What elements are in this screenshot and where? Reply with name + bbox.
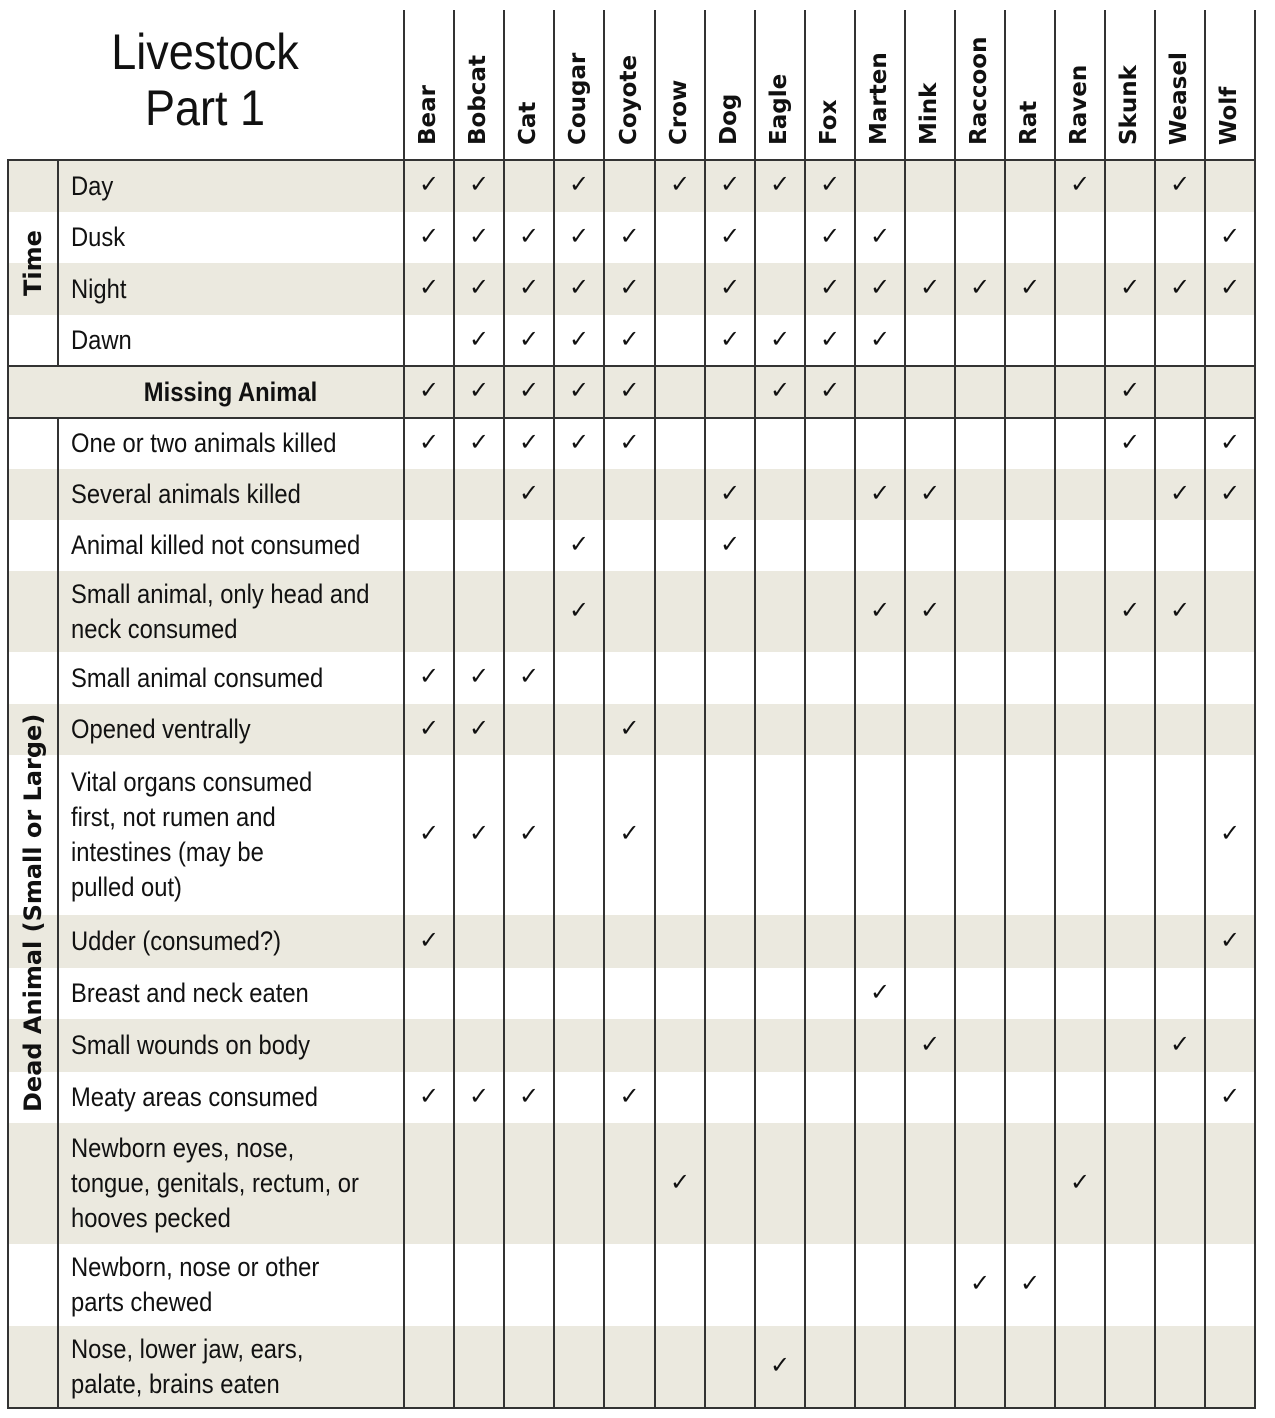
grid-column-line xyxy=(453,10,455,1408)
row-label-line: Meaty areas consumed xyxy=(71,1082,318,1112)
check-mark: ✓ xyxy=(418,170,440,198)
check-mark: ✓ xyxy=(719,529,741,558)
row-label-line: Breast and neck eaten xyxy=(71,978,309,1008)
check-mark: ✓ xyxy=(468,273,490,301)
column-header-weasel: Weasel xyxy=(1166,52,1192,145)
check-mark: ✓ xyxy=(1219,819,1241,847)
check-mark: ✓ xyxy=(769,376,791,404)
check-mark: ✓ xyxy=(1119,427,1141,456)
column-header-fox: Fox xyxy=(816,99,842,145)
row-label-line: pulled out) xyxy=(71,872,182,902)
grid-column-line xyxy=(754,10,756,1408)
check-mark: ✓ xyxy=(819,324,841,353)
check-mark: ✓ xyxy=(1069,170,1091,198)
row-label xyxy=(71,1028,310,1063)
check-mark: ✓ xyxy=(1169,170,1191,198)
row-label-line: neck consumed xyxy=(71,613,238,644)
row-label-line: Day xyxy=(71,170,114,201)
check-mark: ✓ xyxy=(418,925,440,954)
grid-row-line xyxy=(7,1407,1256,1409)
check-mark: ✓ xyxy=(619,713,640,742)
check-mark: ✓ xyxy=(518,273,540,301)
row-label xyxy=(71,220,125,255)
check-mark: ✓ xyxy=(418,662,440,690)
row-label-line: Small animal consumed xyxy=(71,662,324,693)
check-mark: ✓ xyxy=(1069,1167,1091,1196)
row-label xyxy=(71,765,312,905)
row-label-line: One or two animals killed xyxy=(71,428,337,458)
check-mark: ✓ xyxy=(518,662,540,690)
check-mark: ✓ xyxy=(518,221,540,250)
check-mark: ✓ xyxy=(719,221,741,250)
check-mark: ✓ xyxy=(568,324,590,353)
grid-row-line xyxy=(7,417,1256,419)
check-mark: ✓ xyxy=(769,170,791,198)
row-label-line: Dusk xyxy=(71,222,126,252)
check-mark: ✓ xyxy=(619,819,640,847)
check-mark: ✓ xyxy=(669,1167,691,1196)
row-label xyxy=(71,976,309,1011)
check-mark: ✓ xyxy=(518,1081,540,1110)
check-mark: ✓ xyxy=(1219,925,1241,954)
row-label xyxy=(71,323,132,358)
check-mark: ✓ xyxy=(418,819,440,847)
check-mark: ✓ xyxy=(418,273,440,301)
column-header-wolf: Wolf xyxy=(1216,86,1242,145)
row-label-line: Animal killed not consumed xyxy=(71,530,361,560)
check-mark: ✓ xyxy=(719,478,741,507)
row-label-line: intestines (may be xyxy=(71,837,264,867)
column-header-coyote: Coyote xyxy=(615,54,642,145)
check-mark: ✓ xyxy=(1119,376,1141,404)
row-label xyxy=(71,477,301,512)
check-mark: ✓ xyxy=(568,221,590,250)
row-label-line: palate, brains eaten xyxy=(71,1369,280,1399)
check-mark: ✓ xyxy=(568,595,590,624)
column-header-bear: Bear xyxy=(415,85,441,145)
check-mark: ✓ xyxy=(1119,273,1141,301)
grid-column-line xyxy=(1004,10,1006,1408)
row-label xyxy=(71,1250,319,1320)
check-mark: ✓ xyxy=(1219,478,1241,507)
column-header-marten: Marten xyxy=(866,52,892,145)
check-mark: ✓ xyxy=(468,427,490,456)
row-label xyxy=(71,169,113,204)
row-label xyxy=(71,528,360,563)
grid-column-line xyxy=(654,10,656,1408)
table-title xyxy=(75,24,336,136)
check-mark: ✓ xyxy=(969,273,991,301)
row-label xyxy=(71,1080,318,1115)
check-mark: ✓ xyxy=(619,324,640,353)
check-mark: ✓ xyxy=(1169,478,1191,507)
grid-outer-left xyxy=(7,160,9,1408)
column-header-cat: Cat xyxy=(515,101,541,145)
check-mark: ✓ xyxy=(619,273,640,301)
check-mark: ✓ xyxy=(669,170,691,198)
check-mark: ✓ xyxy=(568,529,590,558)
check-mark: ✓ xyxy=(518,324,540,353)
row-label-line: tongue, genitals, rectum, or xyxy=(71,1168,359,1198)
check-mark: ✓ xyxy=(919,595,941,624)
grid-column-line xyxy=(503,10,505,1408)
row-label-line: hooves pecked xyxy=(71,1203,231,1233)
check-mark: ✓ xyxy=(468,376,490,404)
row-label-line: Nose, lower jaw, ears, xyxy=(71,1334,304,1364)
check-mark: ✓ xyxy=(1169,273,1191,301)
grid-column-line xyxy=(1254,10,1256,1408)
check-mark: ✓ xyxy=(769,324,791,353)
check-mark: ✓ xyxy=(869,977,891,1006)
row-label xyxy=(71,272,126,307)
check-mark: ✓ xyxy=(1219,221,1241,250)
row-label xyxy=(71,924,281,959)
row-label-line: Newborn eyes, nose, xyxy=(71,1133,295,1163)
check-mark: ✓ xyxy=(468,662,490,690)
row-label-line: parts chewed xyxy=(71,1287,213,1317)
check-mark: ✓ xyxy=(468,713,490,742)
row-label-line: Vital organs consumed xyxy=(71,767,313,797)
check-mark: ✓ xyxy=(619,221,640,250)
check-mark: ✓ xyxy=(819,170,841,198)
check-mark: ✓ xyxy=(769,1351,791,1379)
grid-column-line xyxy=(1104,10,1106,1408)
column-header-crow: Crow xyxy=(666,79,692,145)
check-mark: ✓ xyxy=(568,273,590,301)
check-mark: ✓ xyxy=(568,170,590,198)
check-mark: ✓ xyxy=(1219,273,1241,301)
check-mark: ✓ xyxy=(1219,1081,1241,1110)
row-label-line: Several animals killed xyxy=(71,479,301,509)
check-mark: ✓ xyxy=(819,273,841,301)
row-label-line: Small animal, only head and xyxy=(71,578,370,609)
row-label xyxy=(71,577,369,647)
row-label-line: Newborn, nose or other xyxy=(71,1252,320,1282)
check-mark: ✓ xyxy=(719,170,741,198)
check-mark: ✓ xyxy=(518,376,540,404)
check-mark: ✓ xyxy=(819,221,841,250)
grid-column-line xyxy=(1204,10,1206,1408)
row-label-line: Udder (consumed?) xyxy=(71,926,281,956)
grid-column-line xyxy=(904,10,906,1408)
check-mark: ✓ xyxy=(1219,427,1241,456)
check-mark: ✓ xyxy=(869,324,891,353)
grid-column-line xyxy=(954,10,956,1408)
check-mark: ✓ xyxy=(468,221,490,250)
column-header-eagle: Eagle xyxy=(766,73,792,145)
grid-group-divider xyxy=(57,160,59,366)
check-mark: ✓ xyxy=(919,273,941,301)
check-mark: ✓ xyxy=(1019,1269,1041,1297)
grid-column-line xyxy=(553,10,555,1408)
row-label-missing-animal: Missing Animal xyxy=(143,376,318,407)
grid-column-line xyxy=(804,10,806,1408)
check-mark: ✓ xyxy=(919,1029,941,1058)
column-header-cougar: Cougar xyxy=(565,52,591,145)
check-mark: ✓ xyxy=(869,221,891,250)
row-label-line: Night xyxy=(71,273,127,304)
check-mark: ✓ xyxy=(969,1269,991,1297)
row-label-line: first, not rumen and xyxy=(71,802,276,832)
check-mark: ✓ xyxy=(468,170,490,198)
check-mark: ✓ xyxy=(518,427,540,456)
check-mark: ✓ xyxy=(418,376,440,404)
check-mark: ✓ xyxy=(518,819,540,847)
check-mark: ✓ xyxy=(418,1081,440,1110)
group-label-time: Time xyxy=(19,230,47,296)
check-mark: ✓ xyxy=(1119,595,1141,624)
check-mark: ✓ xyxy=(468,324,490,353)
column-header-raven: Raven xyxy=(1066,64,1092,145)
check-mark: ✓ xyxy=(468,1081,490,1110)
check-mark: ✓ xyxy=(518,478,540,507)
title-line-2: Part 1 xyxy=(144,80,266,136)
grid-column-line xyxy=(403,10,405,1408)
check-mark: ✓ xyxy=(418,427,440,456)
row-label xyxy=(71,1332,303,1402)
check-mark: ✓ xyxy=(719,273,741,301)
check-mark: ✓ xyxy=(619,1081,640,1110)
grid-row-line xyxy=(7,159,1256,161)
column-header-raccoon: Raccoon xyxy=(966,36,992,145)
row-label xyxy=(71,661,323,696)
check-mark: ✓ xyxy=(819,376,841,404)
row-label xyxy=(71,712,251,747)
column-header-dog: Dog xyxy=(716,93,742,145)
grid-column-line xyxy=(603,10,605,1408)
row-label-line: Opened ventrally xyxy=(71,714,251,744)
grid-column-line xyxy=(854,10,856,1408)
column-header-rat: Rat xyxy=(1016,100,1042,145)
grid-group-divider xyxy=(57,418,59,1408)
check-mark: ✓ xyxy=(468,819,490,847)
column-header-mink: Mink xyxy=(916,82,942,145)
row-label-line: Dawn xyxy=(71,325,132,355)
check-mark: ✓ xyxy=(619,427,640,456)
check-mark: ✓ xyxy=(1019,273,1041,301)
check-mark: ✓ xyxy=(869,595,891,624)
column-header-bobcat: Bobcat xyxy=(465,55,491,145)
row-label-line: Small wounds on body xyxy=(71,1030,311,1060)
check-mark: ✓ xyxy=(568,376,590,404)
check-mark: ✓ xyxy=(418,713,440,742)
grid-column-line xyxy=(704,10,706,1408)
title-line-1: Livestock xyxy=(111,24,299,80)
grid-column-line xyxy=(1054,10,1056,1408)
row-label xyxy=(71,426,336,461)
column-header-skunk: Skunk xyxy=(1116,65,1142,145)
check-mark: ✓ xyxy=(418,221,440,250)
check-mark: ✓ xyxy=(619,376,640,404)
check-mark: ✓ xyxy=(568,427,590,456)
check-mark: ✓ xyxy=(869,478,891,507)
check-mark: ✓ xyxy=(1169,595,1191,624)
group-label-dead-animal: Dead Animal (Small or Large) xyxy=(19,713,47,1112)
check-mark: ✓ xyxy=(869,273,891,301)
check-mark: ✓ xyxy=(719,324,741,353)
grid-column-line xyxy=(1154,10,1156,1408)
grid-row-line xyxy=(7,365,1256,367)
check-mark: ✓ xyxy=(919,478,941,507)
check-mark: ✓ xyxy=(1169,1029,1191,1058)
row-label xyxy=(71,1131,359,1236)
